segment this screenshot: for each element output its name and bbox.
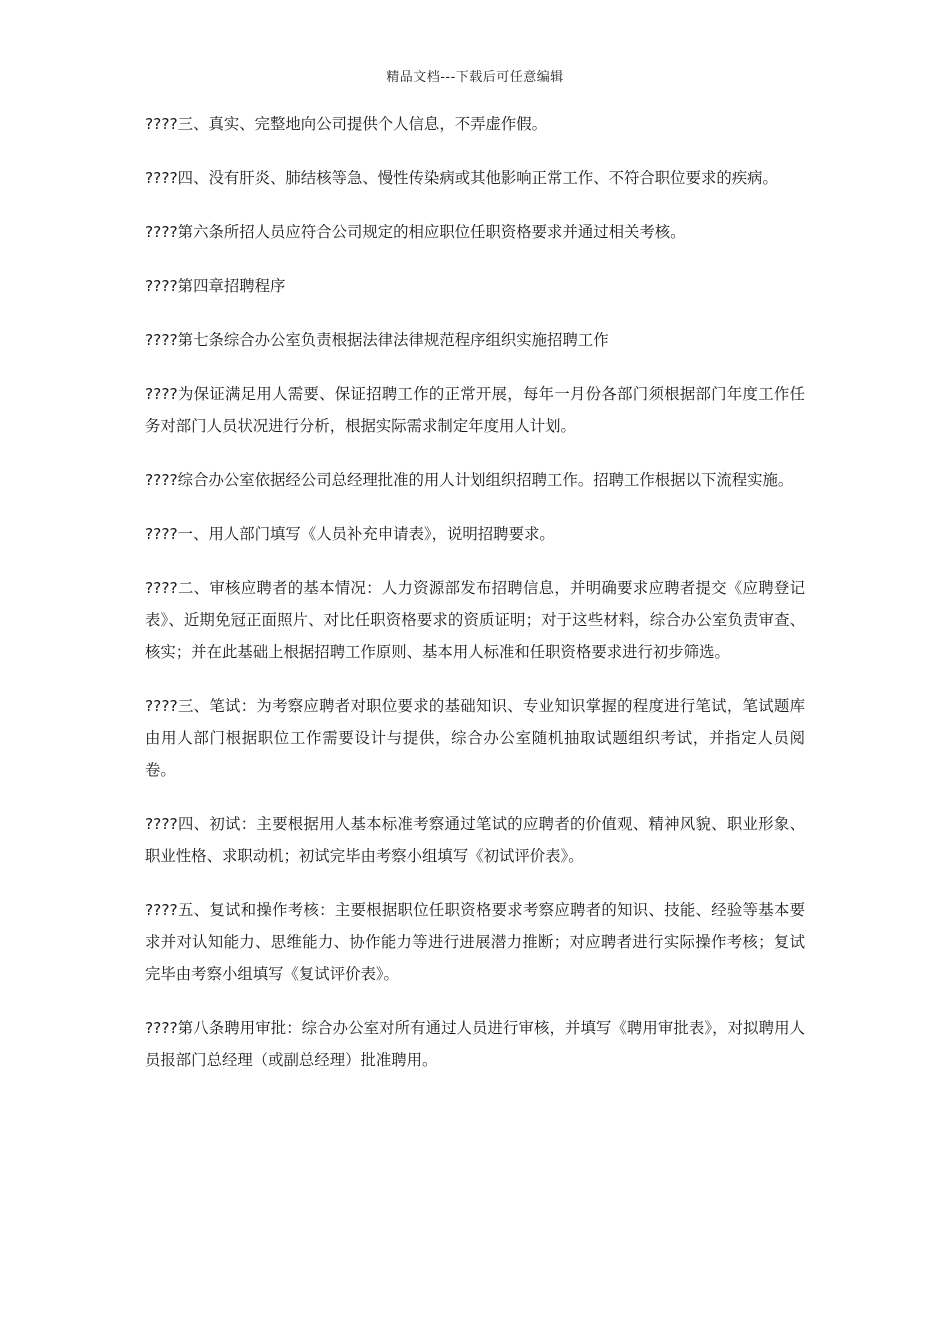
paragraph-article-7: ????第七条综合办公室负责根据法律法律规范程序组织实施招聘工作 xyxy=(145,331,609,349)
paragraph-step-3: ????三、笔试：为考察应聘者对职位要求的基础知识、专业知识掌握的程度进行笔试，笔试题库由用人部门根据职位工作需要设计与提供，综合办公室随机抽取试题组织考试，并指定人员阅卷。 xyxy=(145,697,805,779)
paragraph-step-1: ????一、用人部门填写《人员补充申请表》，说明招聘要求。 xyxy=(145,525,555,543)
paragraph-recruitment-process: ????综合办公室依据经公司总经理批准的用人计划组织招聘工作。招聘工作根据以下流程实施。 xyxy=(145,471,794,489)
paragraph-article-6: ????第六条所招人员应符合公司规定的相应职位任职资格要求并通过相关考核。 xyxy=(145,223,686,241)
paragraph-step-2: ????二、审核应聘者的基本情况：人力资源部发布招聘信息，并明确要求应聘者提交《应聘登记表》、近期免冠正面照片、对比任职资格要求的资质证明；对于这些材料，综合办公室负责审查、核实；并在此基础上根据招聘工作原则、基本用人标准和任职资格要求进行初步筛选。 xyxy=(145,579,805,661)
page-header: 精品文档---下载后可任意编辑 xyxy=(386,70,564,85)
paragraph-step-5: ????五、复试和操作考核：主要根据职位任职资格要求考察应聘者的知识、技能、经验等基本要求并对认知能力、思维能力、协作能力等进行进展潜力推断；对应聘者进行实际操作考核；复试完毕由考察小组填写《复试评价表》。 xyxy=(145,901,805,983)
paragraph-annual-plan: ????为保证满足用人需要、保证招聘工作的正常开展，每年一月份各部门须根据部门年度工作任务对部门人员状况进行分析，根据实际需求制定年度用人计划。 xyxy=(145,385,805,435)
chapter-4-heading: ????第四章招聘程序 xyxy=(145,277,286,295)
paragraph-article-8: ????第八条聘用审批：综合办公室对所有通过人员进行审核，并填写《聘用审批表》，对拟聘用人员报部门总经理（或副总经理）批准聘用。 xyxy=(145,1019,805,1069)
paragraph-requirement-4: ????四、没有肝炎、肺结核等急、慢性传染病或其他影响正常工作、不符合职位要求的疾病。 xyxy=(145,169,778,187)
document-body xyxy=(145,108,805,1098)
paragraph-requirement-3: ????三、真实、完整地向公司提供个人信息，不弄虚作假。 xyxy=(145,115,548,133)
paragraph-step-4: ????四、初试：主要根据用人基本标准考察通过笔试的应聘者的价值观、精神风貌、职业形象、职业性格、求职动机；初试完毕由考察小组填写《初试评价表》。 xyxy=(145,815,805,865)
